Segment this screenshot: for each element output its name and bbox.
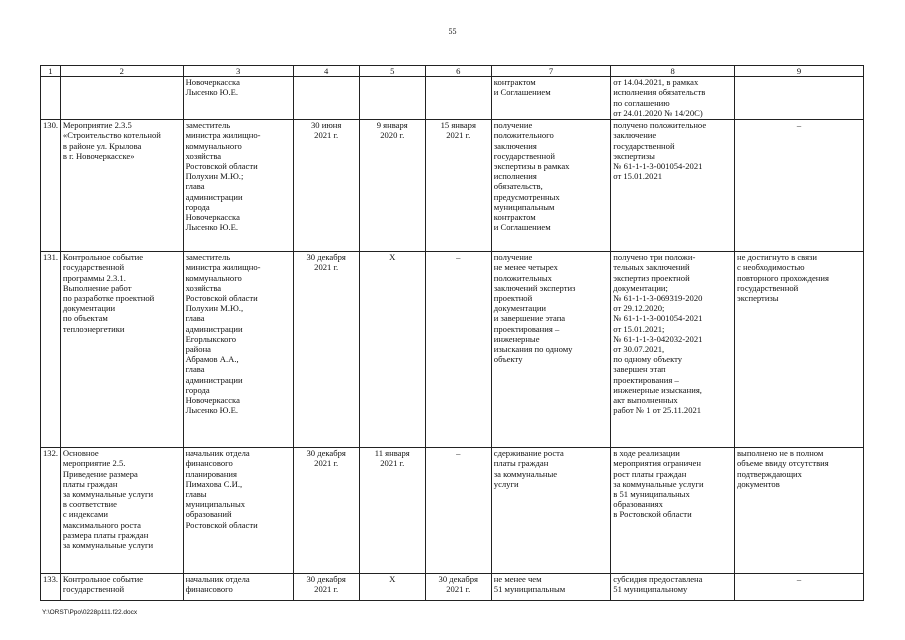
cell-line: документации; [613, 282, 668, 293]
reasons-cell [735, 252, 864, 448]
cell-line: положительных [493, 272, 552, 283]
reasons-cell [735, 574, 864, 601]
cell-line: объекту [493, 354, 523, 365]
end-date-cell [425, 448, 491, 574]
cell-line: проектирования – [493, 323, 560, 334]
cell-line: Лысенко Ю.Е. [185, 222, 239, 233]
table-header-row [41, 66, 864, 77]
expected-result-cell [491, 252, 611, 448]
cell-line: коммунального [185, 272, 242, 283]
cell-line: заключения [493, 140, 537, 151]
cell-line: обязательств, [493, 181, 543, 192]
cell-line: государственной [62, 262, 125, 273]
actual-result-cell [611, 252, 735, 448]
expected-result-cell [491, 448, 611, 574]
cell-line: Новочеркасска [185, 395, 240, 406]
cell-line: проектной [493, 293, 533, 304]
cell-line: Новочеркасска [185, 212, 240, 223]
cell-line: Абрамов А.А., [185, 354, 239, 365]
cell-line: объеме ввиду отсутствия [737, 458, 829, 469]
cell-line: 2021 г. [314, 262, 339, 273]
cell-line: не достигнуто в связи [737, 252, 818, 263]
cell-line: завершен этап [613, 364, 666, 375]
cell-line: 2021 г. [314, 458, 339, 469]
cell-line: образований [185, 509, 232, 520]
start-date-cell [359, 252, 425, 448]
actual-result-cell [611, 574, 735, 601]
cell-line: по одному объекту [613, 354, 683, 365]
cell-line: документации [62, 303, 116, 314]
cell-line: финансового [185, 458, 233, 469]
column-header: 4 [293, 66, 359, 77]
cell-line: за коммунальные услуги [62, 489, 154, 500]
cell-line: Полухин М.Ю., [185, 303, 244, 314]
cell-line: субсидия предоставлена [613, 574, 703, 585]
event-cell [60, 574, 183, 601]
cell-line: администрации [185, 374, 243, 385]
cell-line: № 61-1-1-3-069319-2020 [613, 293, 703, 304]
cell-line: с индексами [62, 509, 108, 520]
cell-line: хозяйства [185, 150, 222, 161]
cell-line: – [796, 120, 802, 131]
column-header: 9 [735, 66, 864, 77]
cell-line: получение [493, 252, 533, 263]
row-number [41, 77, 61, 120]
cell-line: в соответствие [62, 499, 117, 510]
cell-line: 2021 г. [380, 458, 405, 469]
cell-line: от 30.07.2021, [613, 344, 665, 355]
cell-line: и завершение этапа [493, 313, 566, 324]
cell-line: платы граждан [62, 478, 118, 489]
cell-line: государственной [493, 150, 556, 161]
cell-line: получено три положи- [613, 252, 696, 263]
actual-result-cell [611, 120, 735, 252]
cell-line: не менее четырех [493, 262, 558, 273]
cell-line: муниципальных [185, 499, 246, 510]
cell-line: документов [737, 478, 780, 489]
page-number: 55 [448, 27, 457, 36]
cell-line: администрации [185, 323, 243, 334]
cell-line: предусмотренных [493, 191, 560, 202]
column-header: 2 [60, 66, 183, 77]
cell-line: инженерные изыскания, [613, 384, 702, 395]
cell-line: сдерживание роста [493, 448, 564, 459]
cell-line: Выполнение работ [62, 282, 132, 293]
column-header: 7 [491, 66, 611, 77]
cell-line: с необходимостью [737, 262, 805, 273]
event-cell [60, 77, 183, 120]
cell-line: муниципальным [493, 201, 555, 212]
cell-line: города [185, 201, 210, 212]
cell-line: «Строительство котельной [62, 130, 161, 141]
cell-line: – [456, 252, 461, 263]
cell-line: экспертизы в рамках [493, 161, 570, 172]
plan-date-cell [293, 252, 359, 448]
cell-line: контрактом [493, 212, 536, 223]
responsible-cell [183, 574, 293, 601]
cell-line: 51 муниципальным [493, 584, 566, 595]
cell-line: исполнения [493, 171, 537, 182]
actual-result-cell [611, 448, 735, 574]
cell-line: экспертиз проектной [613, 272, 690, 283]
cell-line: 30 декабря [306, 448, 346, 459]
cell-line: акт выполненных [613, 395, 678, 406]
cell-line: размера платы граждан [62, 529, 149, 540]
expected-result-cell [491, 120, 611, 252]
cell-line: начальник отдела [185, 574, 250, 585]
cell-line: не менее чем [493, 574, 542, 585]
responsible-cell [183, 77, 293, 120]
start-date-cell [359, 120, 425, 252]
column-header: 6 [425, 66, 491, 77]
cell-line: Мероприятие 2.3.5 [62, 120, 132, 131]
cell-line: X [389, 252, 396, 263]
cell-line: глава [185, 181, 205, 192]
cell-line: платы граждан [493, 458, 549, 469]
cell-line: работ № 1 от 25.11.2021 [613, 405, 702, 416]
cell-line: глава [185, 313, 205, 324]
cell-line: Основное [62, 448, 99, 459]
cell-line: в ходе реализации [613, 448, 680, 459]
row-number: 133. [41, 574, 61, 601]
cell-line: от 14.04.2021, в рамках [613, 77, 699, 88]
responsible-cell [183, 448, 293, 574]
cell-line: образованиях [613, 499, 663, 510]
cell-line: получение [493, 120, 533, 131]
cell-line: выполнено не в полном [737, 448, 824, 459]
cell-line: – [796, 574, 802, 585]
cell-line: 11 января [374, 448, 410, 459]
cell-line: программы 2.3.1. [62, 272, 126, 283]
cell-line: начальник отдела [185, 448, 250, 459]
cell-line: документации [493, 303, 547, 314]
cell-line: в г. Новочеркасске» [62, 150, 135, 161]
cell-line: Полухин М.Ю.; [185, 171, 244, 182]
end-date-cell [425, 574, 491, 601]
table-body [41, 77, 864, 601]
file-path-footer: Y:\ORST\Ppo\0228p111.f22.docx [42, 609, 138, 616]
cell-line: инженерные [493, 333, 540, 344]
cell-line: министра жилищно- [185, 130, 261, 141]
cell-line: 30 декабря [306, 574, 346, 585]
cell-line: министра жилищно- [185, 262, 261, 273]
table-row [41, 574, 864, 601]
cell-line: Лысенко Ю.Е. [185, 87, 239, 98]
cell-line: администрации [185, 191, 243, 202]
cell-line: 2021 г. [314, 584, 339, 595]
cell-line: города [185, 384, 210, 395]
reasons-cell [735, 77, 864, 120]
event-cell [60, 252, 183, 448]
cell-line: повторного прохождения [737, 272, 829, 283]
event-cell [60, 448, 183, 574]
table-row [41, 448, 864, 574]
cell-line: теплоэнергетики [62, 323, 125, 334]
cell-line: в 51 муниципальных [613, 489, 690, 500]
reasons-cell [735, 120, 864, 252]
cell-line: главы [185, 489, 207, 500]
cell-line: 30 июня [311, 120, 342, 131]
cell-line: заключений экспертиз [493, 282, 576, 293]
cell-line: экспертизы [737, 293, 779, 304]
cell-line: Егорлыкского [185, 333, 237, 344]
cell-line: услуги [493, 478, 519, 489]
cell-line: и Соглашением [493, 222, 551, 233]
cell-line: от 15.01.2021; [613, 323, 665, 334]
cell-line: проектирования – [613, 374, 679, 385]
cell-line: мероприятия ограничен [613, 458, 701, 469]
cell-line: по разработке проектной [62, 293, 155, 304]
cell-line: за коммунальные услуги [613, 478, 704, 489]
column-header: 1 [41, 66, 61, 77]
cell-line: подтверждающих [737, 468, 802, 479]
cell-line: государственной [613, 140, 675, 151]
end-date-cell [425, 252, 491, 448]
cell-line: 2021 г. [446, 130, 471, 141]
cell-line: хозяйства [185, 282, 222, 293]
start-date-cell [359, 77, 425, 120]
expected-result-cell [491, 574, 611, 601]
cell-line: по объектам [62, 313, 108, 324]
cell-line: положительного [493, 130, 554, 141]
actual-result-cell [611, 77, 735, 120]
cell-line: – [456, 448, 461, 459]
cell-line: Ростовской области [185, 161, 258, 172]
table-row [41, 77, 864, 120]
plan-date-cell [293, 77, 359, 120]
expected-result-cell [491, 77, 611, 120]
plan-date-cell [293, 574, 359, 601]
row-number: 131. [41, 252, 61, 448]
row-number: 132. [41, 448, 61, 574]
cell-line: № 61-1-1-3-001054-2021 [613, 313, 703, 324]
reasons-cell [735, 448, 864, 574]
cell-line: мероприятие 2.5. [62, 458, 126, 469]
cell-line: Ростовской области [185, 519, 258, 530]
start-date-cell [359, 448, 425, 574]
row-number: 130. [41, 120, 61, 252]
cell-line: в районе ул. Крылова [62, 140, 142, 151]
cell-line: экспертизы [613, 150, 655, 161]
responsible-cell [183, 120, 293, 252]
cell-line: 9 января [376, 120, 408, 131]
cell-line: района [185, 344, 211, 355]
cell-line: Приведение размера [62, 468, 138, 479]
table-row [41, 120, 864, 252]
cell-line: Новочеркасска [185, 77, 240, 88]
cell-line: финансового [185, 584, 233, 595]
event-cell [60, 120, 183, 252]
cell-line: 2020 г. [380, 130, 405, 141]
cell-line: исполнения обязательств [613, 87, 706, 98]
cell-line: 30 декабря [438, 574, 478, 585]
column-header: 8 [611, 66, 735, 77]
cell-line: заключение [613, 130, 657, 141]
cell-line: за коммунальные услуги [62, 540, 154, 551]
plan-date-cell [293, 120, 359, 252]
cell-line: Пимахова С.И., [185, 478, 243, 489]
cell-line: изыскания по одному [493, 344, 573, 355]
cell-line: планирования [185, 468, 237, 479]
start-date-cell [359, 574, 425, 601]
cell-line: от 29.12.2020; [613, 303, 665, 314]
cell-line: 30 декабря [306, 252, 346, 263]
cell-line: государственной [62, 584, 125, 595]
end-date-cell [425, 120, 491, 252]
cell-line: 2021 г. [314, 130, 339, 141]
cell-line: и Соглашением [493, 87, 551, 98]
cell-line: X [389, 574, 396, 585]
cell-line: 51 муниципальному [613, 584, 688, 595]
responsible-cell [183, 252, 293, 448]
column-header: 3 [183, 66, 293, 77]
cell-line: получено положительное [613, 120, 707, 131]
cell-line: за коммунальные [493, 468, 558, 479]
cell-line: № 61-1-1-3-001054-2021 [613, 161, 703, 172]
end-date-cell [425, 77, 491, 120]
cell-line: государственной [737, 282, 799, 293]
cell-line: Контрольное событие [62, 252, 144, 263]
cell-line: контрактом [493, 77, 536, 88]
cell-line: в Ростовской области [613, 509, 692, 520]
cell-line: по соглашению [613, 97, 670, 108]
plan-date-cell [293, 448, 359, 574]
cell-line: Контрольное событие [62, 574, 144, 585]
cell-line: рост платы граждан [613, 468, 687, 479]
cell-line: № 61-1-1-3-042032-2021 [613, 333, 703, 344]
cell-line: заместитель [185, 120, 231, 131]
cell-line: заместитель [185, 252, 231, 263]
cell-line: коммунального [185, 140, 242, 151]
report-table [40, 65, 864, 601]
cell-line: тельных заключений [613, 262, 690, 273]
cell-line: Ростовской области [185, 293, 258, 304]
cell-line: 15 января [440, 120, 476, 131]
cell-line: от 15.01.2021 [613, 171, 663, 182]
cell-line: 2021 г. [446, 584, 471, 595]
cell-line: максимального роста [62, 519, 141, 530]
cell-line: глава [185, 364, 205, 375]
cell-line: от 24.01.2020 № 14/20С) [613, 107, 703, 118]
column-header: 5 [359, 66, 425, 77]
cell-line: Лысенко Ю.Е. [185, 405, 239, 416]
table-row [41, 252, 864, 448]
